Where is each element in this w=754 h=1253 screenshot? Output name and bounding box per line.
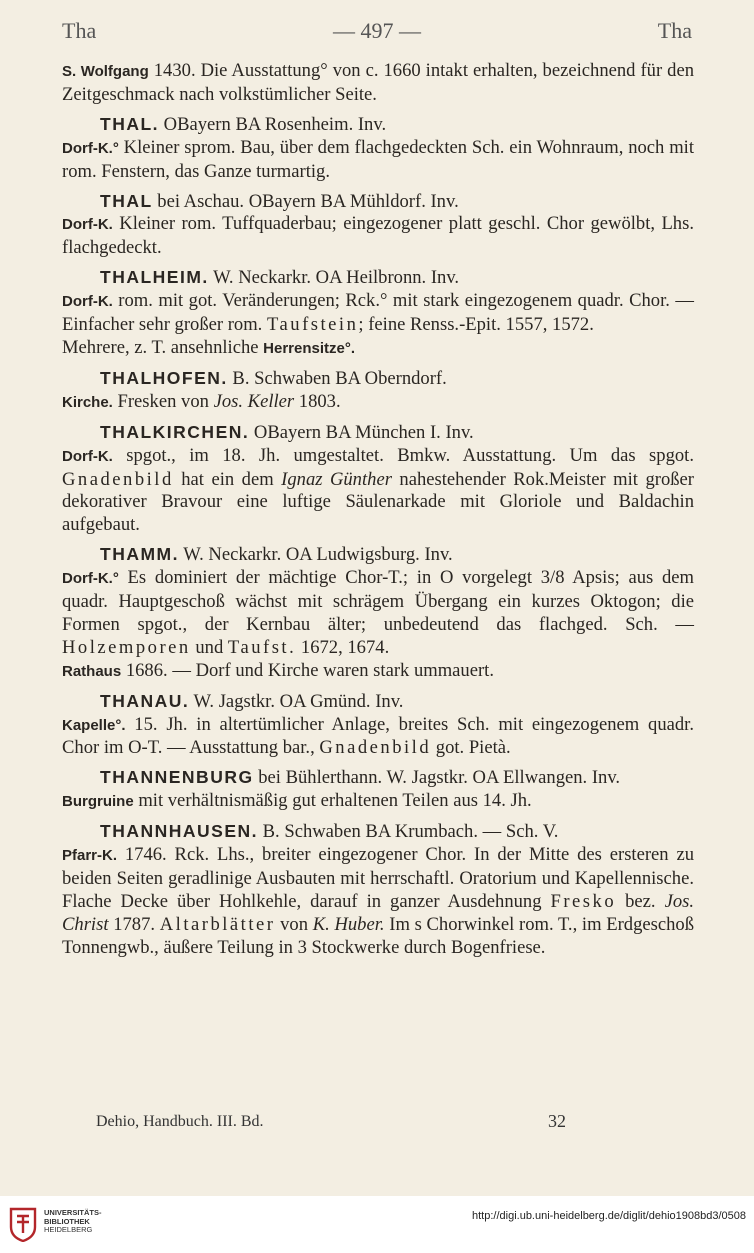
place-heading: THANNENBURG bei Bühlerthann. W. Jagstkr. OA Ellwangen. Inv. — [100, 767, 621, 789]
printer-signature: Dehio, Handbuch. III. Bd. — [96, 1113, 264, 1130]
source-url-link[interactable]: http://digi.ub.uni-heidelberg.de/diglit/dehio1908bd3/0508 — [472, 1210, 746, 1222]
entry: Mehrere, z. T. ansehnliche Herrensitze°. — [62, 336, 356, 358]
place-heading: THAL bei Aschau. OBayern BA Mühldorf. Inv. — [100, 190, 459, 212]
entry: Pfarr-K. 1746. Rck. Lhs., breiter eingezogener Chor. In der Mitte des ersteren zu beiden Seiten geradlinige Ausbauten mit herrschaftl. Oratorium und Kapellennische. Flache Decke über Hohlkehle, darauf in ganzer Ausdehnung Fresko bez. Jos. Christ 1787. Altarblätter von K. Huber. Im s Chorwinkel rom. T., im Erdgeschoß Tonnengwb., äußere Teilung in 3 Stockwerke durch Bogenfriese. — [62, 844, 695, 958]
entry: Dorf-K.° Kleiner sprom. Bau, über dem flachgedeckten Sch. ein Wohnraum, noch mit rom. Fenstern, das Ganze turmartig. — [62, 136, 694, 182]
entry: Rathaus 1686. — Dorf und Kirche waren stark ummauert. — [62, 659, 494, 681]
entry: Dorf-K. rom. mit got. Veränderungen; Rck.° mit stark eingezogenem quadr. Chor. — Einfacher sehr großer rom. Taufstein; feine Renss.-Epit. 1557, 1572. — [62, 290, 694, 336]
page-number: — 497 — — [333, 18, 421, 43]
place-heading: THALHEIM. W. Neckarkr. OA Heilbronn. Inv. — [100, 267, 460, 289]
page-footer — [96, 1113, 566, 1131]
running-header — [62, 14, 692, 48]
place-heading: THALHOFEN. B. Schwaben BA Oberndorf. — [100, 367, 447, 389]
library-bar — [0, 1196, 754, 1253]
entry: Kapelle°. 15. Jh. in altertümlicher Anlage, breites Sch. mit eingezogenem quadr. Chor im O-T. — Ausstattung bar., Gnadenbild got. Pietà. — [62, 713, 694, 759]
entry: Dorf-K.° Es dominiert der mächtige Chor-T.; in O vorgelegt 3/8 Apsis; aus dem quadr. Hauptgeschoß wächst mit schrägem Übergang ein kurzes Oktogon; die Formen spgot., der Kernbau älter; unbedeutend das flachged. Sch. — Holzemporen und Taufst. 1672, 1674. — [62, 567, 694, 658]
entry: Dorf-K. spgot., im 18. Jh. umgestaltet. Bmkw. Ausstattung. Um das spgot. Gnadenbild hat ein dem Ignaz Günther nahestehender Rok.Meister mit großer dekorativer Bravour eine luftige Säulenarkade mit Gloriole und Baldachin aufgebaut. — [62, 444, 694, 536]
body-text — [62, 60, 694, 960]
sheet-number: 32 — [548, 1111, 566, 1131]
entry: Burgruine mit verhältnismäßig gut erhaltenen Teilen aus 14. Jh. — [62, 790, 532, 812]
place-heading: THAL. OBayern BA Rosenheim. Inv. — [100, 113, 387, 135]
heidelberg-library-logo-icon — [8, 1206, 38, 1242]
entry: Kirche. Fresken von Jos. Keller 1803. — [62, 390, 341, 412]
place-heading: THANNHAUSEN. B. Schwaben BA Krumbach. — Sch. V. — [100, 821, 559, 843]
entry: Dorf-K. Kleiner rom. Tuffquaderbau; eingezogener platt geschl. Chor gewölbt, Lhs. flachgedeckt. — [62, 213, 694, 259]
entry: S. Wolfgang 1430. Die Ausstattung° von c. 1660 intakt erhalten, bezeichnend für den Zeitgeschmack nach volkstümlicher Seite. — [62, 60, 694, 105]
place-heading: THANAU. W. Jagstkr. OA Gmünd. Inv. — [100, 690, 404, 712]
header-right: Tha — [657, 18, 692, 43]
library-name: UNIVERSITÄTS- BIBLIOTHEK HEIDELBERG — [44, 1208, 102, 1235]
place-heading: THAMM. W. Neckarkr. OA Ludwigsburg. Inv. — [100, 544, 453, 566]
header-left: Tha — [62, 18, 97, 43]
place-heading: THALKIRCHEN. OBayern BA München I. Inv. — [100, 421, 474, 443]
